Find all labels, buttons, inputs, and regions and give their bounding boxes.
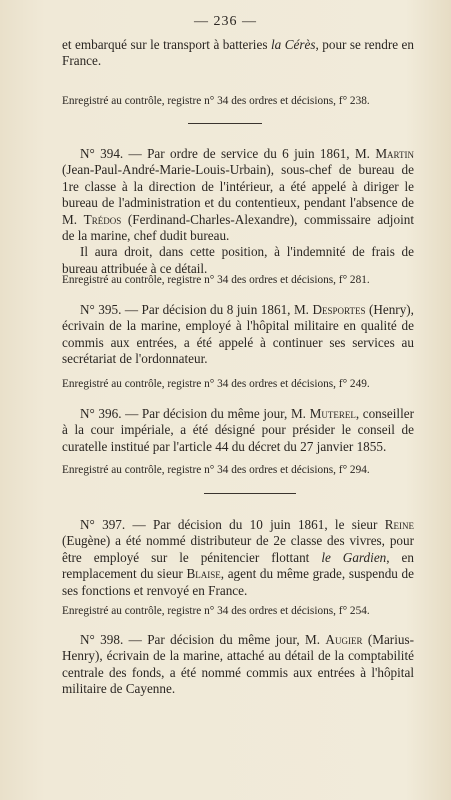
registration-note: Enregistré au contrôle, registre n° 34 des ordres et décisions, f° 249.	[62, 378, 370, 390]
intro-paragraph: et embarqué sur le transport à batteries la Cérès, pour se rendre en France.	[62, 37, 414, 69]
registration-note: Enregistré au contrôle, registre n° 34 des ordres et décisions, f° 254.	[62, 605, 370, 617]
divider	[188, 123, 262, 124]
divider	[204, 493, 296, 494]
entry-396: N° 396. — Par décision du même jour, M. Muterel, conseiller à la cour impériale, a été désigné pour présider le conseil de curatelle institué par l'article 44 du décret du 27 janvier 1855.	[62, 406, 414, 454]
page-number: — 236 —	[194, 14, 257, 29]
entry-394: N° 394. — Par ordre de service du 6 juin 1861, M. Martin (Jean-Paul-André-Marie-Louis-Urbain), sous-chef de bureau de 1re classe à la direction de l'intérieur, a été appelé à diriger le bureau de l'administration et du contentieux, pendant l'absence de M. Trédos (Ferdinand-Charles-Alexandre), commissaire adjoint de la marine, chef dudit bureau. Il aura droit, dans cette position, à l'indemnité de frais de bureau attribuée à ce détail.	[62, 146, 414, 276]
entry-395: N° 395. — Par décision du 8 juin 1861, M. Desportes (Henry), écrivain de la marine, employé à l'hôpital militaire en qualité de commis aux entrées, a été appelé à continuer ses services au secrétariat de l'ordonnateur.	[62, 302, 414, 367]
entry-398: N° 398. — Par décision du même jour, M. Augier (Marius-Henry), écrivain de la marine, attaché au détail de la comptabilité centrale des fonds, a été nommé commis aux entrées à l'hôpital militaire de Cayenne.	[62, 632, 414, 697]
registration-note: Enregistré au contrôle, registre n° 34 des ordres et décisions, f° 238.	[62, 95, 370, 107]
registration-note: Enregistré au contrôle, registre n° 34 des ordres et décisions, f° 281.	[62, 274, 370, 286]
registration-note: Enregistré au contrôle, registre n° 34 des ordres et décisions, f° 294.	[62, 464, 370, 476]
entry-397: N° 397. — Par décision du 10 juin 1861, le sieur Reine (Eugène) a été nommé distributeur de 2e classe des vivres, pour être employé sur le pénitencier flottant le Gardien, en remplacement du sieur Blaise, agent du même grade, suspendu de ses fonctions et renvoyé en France.	[62, 517, 414, 598]
